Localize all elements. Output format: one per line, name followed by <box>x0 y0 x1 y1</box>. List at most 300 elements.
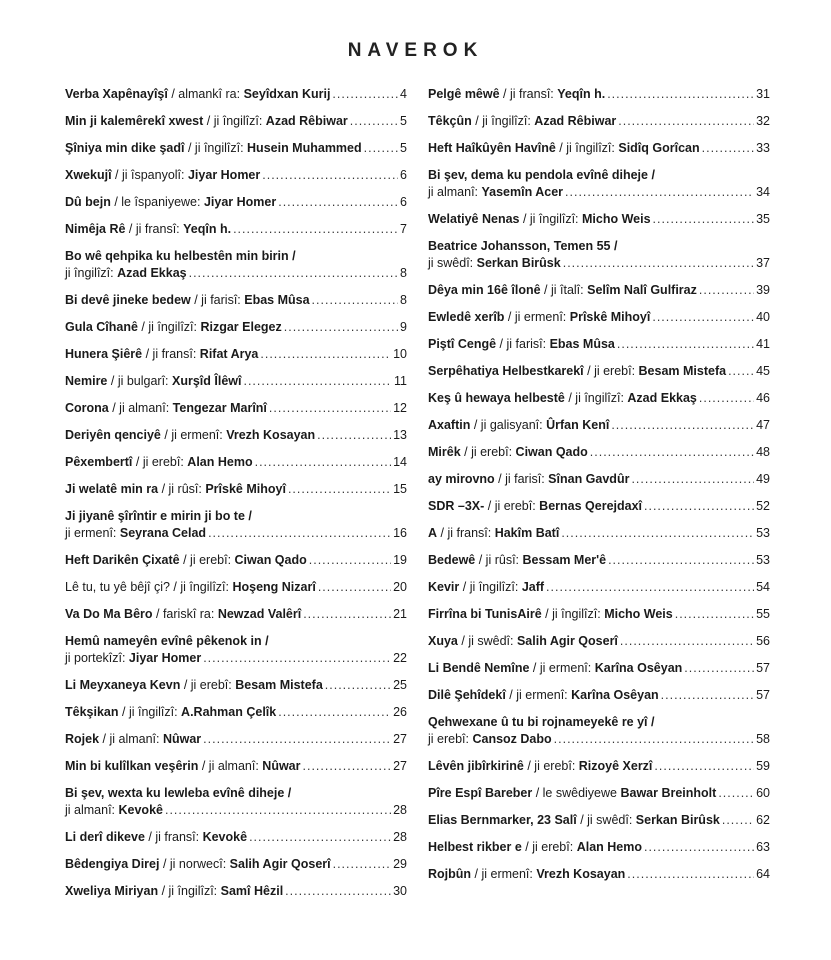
entry-title: Li derî dikeve <box>65 830 145 844</box>
toc-entry-row <box>65 319 407 336</box>
entry-separator: / <box>180 678 191 692</box>
entry-title: Pêxembertî <box>65 455 133 469</box>
toc-entry[interactable] <box>65 113 407 130</box>
leader-dots <box>317 427 391 444</box>
toc-entry[interactable] <box>65 400 407 417</box>
toc-entry[interactable] <box>65 319 407 336</box>
entry-separator: / <box>505 688 517 702</box>
entry-language: ji fransî: <box>135 222 184 236</box>
entry-page-number: 28 <box>393 830 407 844</box>
leader-dots <box>203 650 391 667</box>
toc-entry[interactable] <box>65 140 407 157</box>
entry-separator: / <box>142 347 153 361</box>
toc-entry[interactable] <box>428 444 770 461</box>
toc-entry-row <box>428 390 770 407</box>
entry-translator: Bessam Mer'ê <box>522 553 607 567</box>
entry-language: ji îngilîzî: <box>128 705 182 719</box>
entry-title: Verba Xapênayîşî <box>65 87 168 101</box>
toc-entry-row <box>428 579 770 596</box>
entry-translator: Kevokê <box>118 803 163 817</box>
entry-title: Bo wê qehpika ku helbestên min birin <box>65 249 289 263</box>
entry-translator: Bernas Qerejdaxî <box>539 499 643 513</box>
entry-separator: / <box>169 580 181 594</box>
entry-title: Corona <box>65 401 109 415</box>
leader-dots <box>364 140 398 157</box>
toc-entry[interactable] <box>428 839 770 856</box>
toc-entry[interactable] <box>428 363 770 380</box>
toc-entry[interactable] <box>428 113 770 130</box>
entry-separator: / <box>152 607 163 621</box>
toc-entry[interactable] <box>65 481 407 498</box>
entry-title: Bêdengiya Direj <box>65 857 160 871</box>
entry-language: ji almanî: <box>208 759 263 773</box>
entry-separator: / <box>190 293 202 307</box>
toc-entry-row <box>428 363 770 380</box>
toc-entry-row <box>65 579 407 596</box>
toc-entry-row <box>428 498 770 515</box>
entry-separator: / <box>111 168 122 182</box>
entry-title: Beatrice Johansson, Temen 55 <box>428 239 611 253</box>
toc-entry[interactable] <box>428 471 770 488</box>
leader-dots <box>627 866 754 883</box>
toc-entry[interactable] <box>428 140 770 157</box>
entry-translator: Cansoz Dabo <box>472 732 552 746</box>
entry-translator: Alan Hemo <box>187 455 253 469</box>
toc-entry[interactable] <box>428 336 770 353</box>
entry-language: ji erebî: <box>190 678 236 692</box>
leader-dots <box>284 319 398 336</box>
entry-translator: Azad Rêbiwar <box>534 114 617 128</box>
leader-dots <box>262 167 398 184</box>
entry-page-number: 57 <box>756 661 770 675</box>
leader-dots <box>255 454 392 471</box>
entry-translator: Prîskê Mihoyî <box>205 482 286 496</box>
entry-page-number: 57 <box>756 688 770 702</box>
entry-language: ji swêdî: <box>587 813 636 827</box>
entry-page-number: 55 <box>756 607 770 621</box>
entry-title: Li Meyxaneya Kevn <box>65 678 181 692</box>
entry-separator: / <box>540 283 551 297</box>
entry-separator: / <box>532 786 543 800</box>
entry-page-number: 56 <box>756 634 770 648</box>
entry-page-number: 21 <box>393 607 407 621</box>
toc-entry-row <box>65 552 407 569</box>
entry-page-number: 37 <box>756 256 770 270</box>
entry-translator: Newzad Valêrî <box>217 607 302 621</box>
entry-language: ji îngilîzî: <box>168 884 221 898</box>
toc-entry[interactable] <box>428 211 770 228</box>
entry-separator: / <box>541 607 553 621</box>
toc-entry[interactable] <box>428 282 770 299</box>
toc-entry[interactable] <box>65 454 407 471</box>
entry-language: ji îngilîzî: <box>65 266 118 280</box>
entry-separator: / <box>459 580 470 594</box>
entry-language: ji almanî: <box>109 732 163 746</box>
entry-language: ji ermenî: <box>481 867 537 881</box>
toc-entry-row <box>428 309 770 326</box>
entry-title: Şîniya min dike şadî <box>65 141 185 155</box>
entry-translator: Besam Mistefa <box>638 364 727 378</box>
entry-page-number: 52 <box>756 499 770 513</box>
entry-title: Firrîna bi TunisAirê <box>428 607 542 621</box>
entry-page-number: 16 <box>393 526 407 540</box>
entry-title: Xwekujî <box>65 168 112 182</box>
entry-page-number: 14 <box>393 455 407 469</box>
entry-title: Keş û hewaya helbestê <box>428 391 565 405</box>
toc-entry[interactable] <box>428 498 770 515</box>
entry-separator: / <box>108 401 120 415</box>
entry-translator: Besam Mistefa <box>235 678 323 692</box>
leader-dots <box>208 525 391 542</box>
entry-separator: / <box>504 310 515 324</box>
toc-entry[interactable] <box>428 417 770 434</box>
entry-language: ji ermenî: <box>514 310 570 324</box>
entry-title: Axaftin <box>428 418 471 432</box>
entry-translator: Husein Muhammed <box>247 141 362 155</box>
entry-language: ji îngilîzî: <box>194 141 248 155</box>
leader-dots <box>563 255 754 272</box>
toc-entry[interactable] <box>65 633 407 667</box>
entry-title: Va Do Ma Bêro <box>65 607 153 621</box>
toc-entry[interactable] <box>428 167 770 201</box>
entry-title: Dilê Şehîdekî <box>428 688 506 702</box>
page-title: NAVEROK <box>347 40 484 61</box>
toc-entry-title-line <box>428 238 770 255</box>
entry-title: Bedewê <box>428 553 476 567</box>
entry-separator: / <box>137 320 149 334</box>
entry-title: Mirêk <box>428 445 461 459</box>
toc-entry-row <box>65 856 407 873</box>
entry-translator: Hoşeng Nizarî <box>232 580 316 594</box>
entry-translator: Tengezar Marînî <box>172 401 267 415</box>
entry-translator: Vrezh Kosayan <box>226 428 316 442</box>
entry-language: ji fransî: <box>152 347 200 361</box>
entry-separator: / <box>118 705 129 719</box>
entry-page-number: 25 <box>393 678 407 692</box>
entry-title: Lêvên jibîrkirinê <box>428 759 524 773</box>
entry-separator: / <box>583 364 595 378</box>
entry-separator: / <box>132 455 143 469</box>
entry-title: Rojbûn <box>428 867 472 881</box>
entry-title: Deriyên qenciyê <box>65 428 161 442</box>
entry-page-number: 10 <box>393 347 407 361</box>
toc-entry[interactable] <box>65 731 407 748</box>
entry-title: Ewledê xerîb <box>428 310 505 324</box>
toc-entry[interactable] <box>428 238 770 272</box>
toc-entry[interactable] <box>65 86 407 103</box>
toc-entry-row <box>428 140 770 157</box>
toc-entry-row <box>65 650 407 667</box>
entry-page-number: 58 <box>756 732 770 746</box>
entry-separator: / <box>529 661 540 675</box>
entry-translator: Ciwan Qado <box>234 553 307 567</box>
entry-translator: Salih Agir Qoserî <box>516 634 618 648</box>
entry-page-number: 11 <box>394 374 407 388</box>
entry-language: le îspaniyewe: <box>121 195 204 209</box>
leader-dots <box>620 633 754 650</box>
entry-title: Min bi kulîlkan veşêrin <box>65 759 199 773</box>
entry-page-number: 49 <box>756 472 770 486</box>
toc-entry-row <box>65 427 407 444</box>
toc-entry-row <box>65 606 407 623</box>
toc-entry-row <box>428 633 770 650</box>
toc-entry-title-line <box>65 248 407 265</box>
entry-title: Nimêja Rê <box>65 222 126 236</box>
entry-translator: Bawar Breinholt <box>620 786 717 800</box>
entry-translator: Nûwar <box>162 732 202 746</box>
entry-title: Elias Bernmarker, 23 Salî <box>428 813 577 827</box>
toc-entry[interactable] <box>65 758 407 775</box>
leader-dots <box>309 552 391 569</box>
entry-title: Heft Darikên Çixatê <box>65 553 180 567</box>
toc-entry-row <box>428 785 770 802</box>
entry-separator: / <box>158 884 169 898</box>
leader-dots <box>653 211 755 228</box>
entry-language: ji erebî: <box>494 499 540 513</box>
entry-page-number: 41 <box>756 337 770 351</box>
entry-language: ji îngilîzî: <box>575 391 628 405</box>
entry-page-number: 6 <box>400 168 407 182</box>
toc-entry-row <box>428 758 770 775</box>
toc-entry[interactable] <box>65 346 407 363</box>
entry-page-number: 39 <box>756 283 770 297</box>
entry-page-number: 45 <box>756 364 770 378</box>
toc-entry[interactable] <box>428 606 770 623</box>
entry-page-number: 53 <box>756 526 770 540</box>
entry-language: ji îngilîzî: <box>552 607 605 621</box>
leader-dots <box>269 400 391 417</box>
entry-language: ji almanî: <box>119 401 173 415</box>
leader-dots <box>728 363 754 380</box>
toc-entry-row <box>428 731 770 748</box>
entry-translator: Seyîdxan Kurij <box>243 87 331 101</box>
entry-language: ji bulgarî: <box>117 374 173 388</box>
toc-entry-title-line <box>428 167 770 184</box>
toc-entry-row <box>428 417 770 434</box>
entry-translator: Jiyar Homer <box>187 168 261 182</box>
toc-entry[interactable] <box>428 660 770 677</box>
toc-entry[interactable] <box>428 785 770 802</box>
toc-entry[interactable] <box>428 687 770 704</box>
entry-language: ji almanî: <box>65 803 119 817</box>
entry-language: ji îngilîzî: <box>482 114 535 128</box>
entry-page-number: 5 <box>400 114 407 128</box>
toc-entry-row <box>428 184 770 201</box>
entry-separator: / <box>647 168 655 182</box>
entry-separator: / <box>555 141 567 155</box>
leader-dots <box>546 579 754 596</box>
entry-title: Bi şev, wexta ku lewleba evînê diheje <box>65 786 285 800</box>
toc-entry[interactable] <box>65 704 407 721</box>
toc-entry[interactable] <box>65 221 407 238</box>
entry-language: ji îngilîzî: <box>148 320 201 334</box>
entry-page-number: 60 <box>756 786 770 800</box>
entry-translator: Yasemîn Acer <box>481 185 564 199</box>
entry-page-number: 4 <box>400 87 407 101</box>
entry-language: ji îngilîzî: <box>213 114 266 128</box>
entry-translator: Kevokê <box>202 830 248 844</box>
entry-title: ay mirovno <box>428 472 495 486</box>
entry-separator: / <box>437 526 448 540</box>
toc-entry-row <box>65 265 407 282</box>
entry-title: Piştî Cengê <box>428 337 497 351</box>
toc-entry-row <box>428 282 770 299</box>
leader-dots <box>699 390 754 407</box>
toc-entry[interactable] <box>65 552 407 569</box>
entry-translator: Jiyar Homer <box>128 651 202 665</box>
toc-entry-row <box>428 839 770 856</box>
entry-language: ji norwecî: <box>169 857 230 871</box>
leader-dots <box>631 471 754 488</box>
entry-title: Têkşikan <box>65 705 119 719</box>
entry-title: Kevir <box>428 580 460 594</box>
entry-translator: Seyrana Celad <box>119 526 207 540</box>
entry-title: Hunera Şiêrê <box>65 347 143 361</box>
entry-translator: Jiyar Homer <box>203 195 277 209</box>
entry-separator: / <box>457 634 469 648</box>
leader-dots <box>652 309 754 326</box>
toc-entry[interactable] <box>65 677 407 694</box>
entry-translator: Xurşîd Îlêwî <box>172 374 242 388</box>
entry-translator: Nûwar <box>262 759 301 773</box>
toc-entry[interactable] <box>65 579 407 596</box>
entry-translator: Serkan Birûsk <box>635 813 720 827</box>
toc-entry[interactable] <box>428 579 770 596</box>
entry-page-number: 28 <box>393 803 407 817</box>
toc-entry-row <box>65 86 407 103</box>
entry-separator: / <box>610 239 618 253</box>
entry-language: ji erebî: <box>534 759 579 773</box>
leader-dots <box>644 498 754 515</box>
toc-entry[interactable] <box>428 309 770 326</box>
toc-entry[interactable] <box>65 167 407 184</box>
leader-dots <box>607 86 754 103</box>
leader-dots <box>722 812 754 829</box>
toc-entry[interactable] <box>428 390 770 407</box>
entry-separator: / <box>521 840 533 854</box>
entry-translator: Karîna Osêyan <box>594 661 683 675</box>
entry-page-number: 27 <box>393 732 407 746</box>
entry-page-number: 62 <box>756 813 770 827</box>
entry-language: ji swêdî: <box>428 256 477 270</box>
leader-dots <box>243 373 392 390</box>
entry-title: Welatiyê Nenas <box>428 212 520 226</box>
entry-language: ji ermenî: <box>539 661 595 675</box>
entry-page-number: 29 <box>393 857 407 871</box>
entry-page-number: 6 <box>400 195 407 209</box>
entry-page-number: 40 <box>756 310 770 324</box>
leader-dots <box>565 184 754 201</box>
entry-translator: Yeqîn h. <box>183 222 232 236</box>
entry-language: ji rûsî: <box>168 482 206 496</box>
toc-entry-row <box>65 400 407 417</box>
toc-entry[interactable] <box>65 248 407 282</box>
entry-translator: Selîm Nalî Gulfiraz <box>587 283 697 297</box>
leader-dots <box>285 883 391 900</box>
leader-dots <box>288 481 391 498</box>
toc-entry-row <box>65 194 407 211</box>
leader-dots <box>590 444 754 461</box>
leader-dots <box>618 113 754 130</box>
entry-title: Ji welatê min ra <box>65 482 159 496</box>
entry-translator: Ebas Mûsa <box>244 293 310 307</box>
entry-page-number: 47 <box>756 418 770 432</box>
entry-translator: Sînan Gavdûr <box>548 472 630 486</box>
entry-translator: Micho Weis <box>582 212 651 226</box>
toc-entry[interactable] <box>65 883 407 900</box>
entry-page-number: 33 <box>756 141 770 155</box>
entry-separator: / <box>110 195 122 209</box>
toc-entry[interactable] <box>65 785 407 819</box>
entry-language: ji galisyanî: <box>480 418 547 432</box>
entry-title: A <box>428 526 438 540</box>
toc-entry[interactable] <box>65 606 407 623</box>
entry-language: ji îspanyolî: <box>121 168 188 182</box>
entry-translator: Micho Weis <box>604 607 673 621</box>
leader-dots <box>718 785 754 802</box>
entry-separator: / <box>158 482 169 496</box>
entry-translator: Hakîm Batî <box>494 526 560 540</box>
toc-entry-row <box>65 292 407 309</box>
toc-entry[interactable] <box>428 525 770 542</box>
entry-separator: / <box>519 212 530 226</box>
toc-entry[interactable] <box>428 758 770 775</box>
toc-entry[interactable] <box>428 552 770 569</box>
toc-entry[interactable] <box>65 508 407 542</box>
entry-separator: / <box>475 553 486 567</box>
entry-translator: Azad Rêbiwar <box>265 114 348 128</box>
entry-language: ji îngilîzî: <box>566 141 619 155</box>
toc-entry[interactable] <box>65 194 407 211</box>
entry-language: ji îngilîzî: <box>529 212 583 226</box>
entry-title: Ji jiyanê şîrîntir e mirin ji bo te <box>65 509 245 523</box>
toc-entry-row <box>428 687 770 704</box>
leader-dots <box>661 687 754 704</box>
toc-entry-row <box>65 802 407 819</box>
toc-entry[interactable] <box>65 292 407 309</box>
entry-separator: / <box>125 222 136 236</box>
entry-page-number: 64 <box>756 867 770 881</box>
entry-separator: / <box>184 141 195 155</box>
toc-entry[interactable] <box>65 373 407 390</box>
toc-entry[interactable] <box>428 633 770 650</box>
entry-translator: Rizgar Elegez <box>200 320 282 334</box>
toc-entry-row <box>65 373 407 390</box>
toc-entry[interactable] <box>65 427 407 444</box>
toc-entry[interactable] <box>65 829 407 846</box>
entry-page-number: 5 <box>400 141 407 155</box>
toc-entry[interactable] <box>428 714 770 748</box>
leader-dots <box>203 731 391 748</box>
toc-entry[interactable] <box>428 812 770 829</box>
toc-entry-row <box>65 346 407 363</box>
entry-language: ji ermenî: <box>65 526 120 540</box>
entry-translator: Salih Agir Qoserî <box>229 857 331 871</box>
toc-entry[interactable] <box>428 866 770 883</box>
toc-entry[interactable] <box>65 856 407 873</box>
entry-language: ji farisî: <box>506 337 550 351</box>
entry-translator: Azad Ekkaş <box>117 266 187 280</box>
toc-entry-title-line <box>65 508 407 525</box>
leader-dots <box>233 221 398 238</box>
entry-language: ji farisî: <box>505 472 549 486</box>
toc-entry[interactable] <box>428 86 770 103</box>
entry-page-number: 27 <box>393 759 407 773</box>
entry-title: Dû bejn <box>65 195 111 209</box>
entry-separator: / <box>499 87 510 101</box>
entry-separator: / <box>288 249 296 263</box>
toc-entry-row <box>65 167 407 184</box>
